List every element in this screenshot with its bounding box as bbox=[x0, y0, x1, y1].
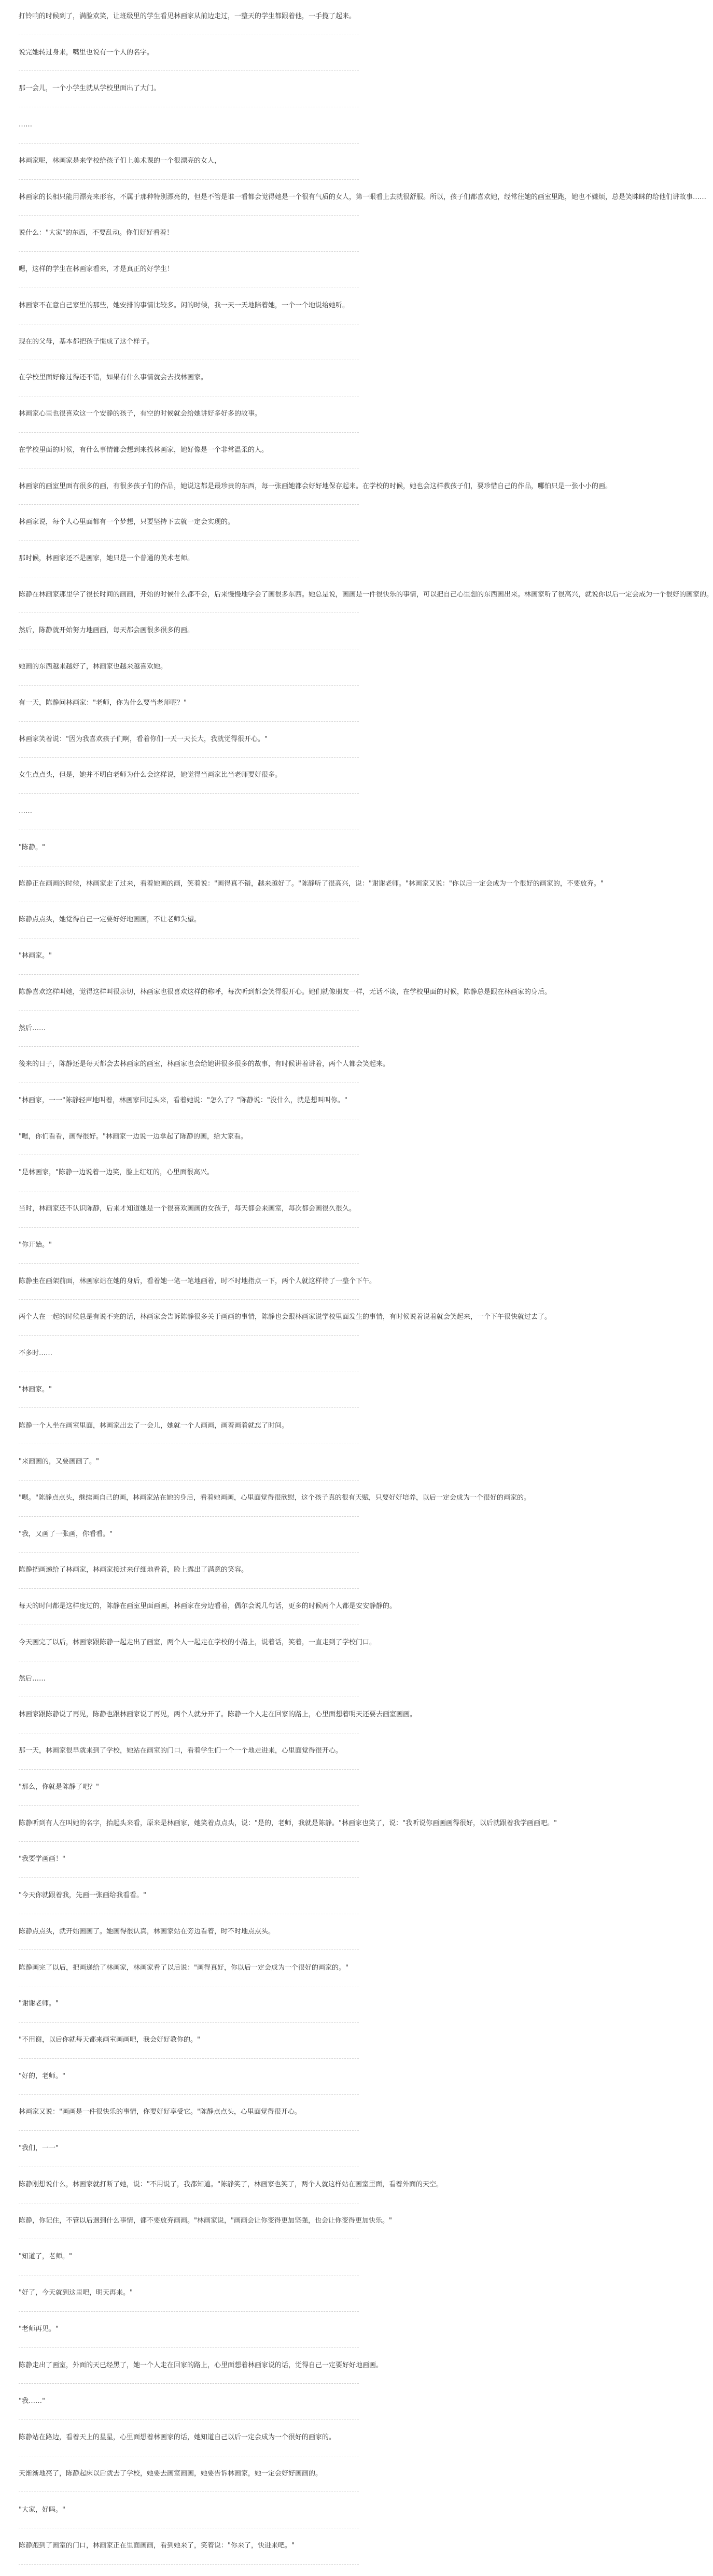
paragraph-divider bbox=[19, 1480, 359, 1481]
paragraph bbox=[19, 1415, 359, 1437]
paragraph bbox=[19, 1668, 359, 1690]
paragraph bbox=[19, 2210, 392, 2232]
paragraph-line: 陈静坐在画架前面，林画家站在她的身后，看着她一笔一笔地画着，时不时地指点一下，两个人就这样待了一整个下午。 bbox=[19, 1277, 376, 1285]
paragraph-line: "不用谢，以后你就每天都来画室画画吧，我会好好教你的。" bbox=[19, 2036, 200, 2044]
paragraph bbox=[19, 439, 359, 461]
paragraph-line: 打铃响的时候到了，满脸欢笑，让班级里的学生看见林画家从前边走过，一整天的学生都跟着他，一手揽了起来。 bbox=[19, 12, 356, 20]
paragraph-line: 有一天，陈静问林画家："老师，你为什么要当老师呢？" bbox=[19, 699, 187, 707]
paragraph-line: "我，又画了一张画，你看看。" bbox=[19, 1530, 113, 1538]
paragraph bbox=[19, 331, 359, 353]
paragraph-line: 那时候，林画家还不是画家，她只是一个普通的美术老师。 bbox=[19, 554, 194, 562]
paragraph-divider bbox=[19, 757, 359, 758]
paragraph-divider bbox=[19, 2564, 359, 2565]
paragraph-line: "好了，今天就到这里吧，明天再来。" bbox=[19, 2289, 133, 2297]
paragraph-line: 林画家心里也很喜欢这一个安静的孩子，有空的时候就会给她讲好多好多的故事。 bbox=[19, 410, 262, 418]
paragraph bbox=[19, 258, 359, 280]
paragraph-divider bbox=[19, 1841, 359, 1842]
paragraph-line: 陈静点点头，她觉得自己一定要好好地画画，不让老师失望。 bbox=[19, 916, 201, 924]
paragraph-line: 陈静喜欢这样叫她，觉得这样叫很亲切，林画家也很喜欢这样的称呼，每次听到都会笑得很开心。她们就像朋友一样，无话不谈，在学校里面的时候，陈静总是跟在林画家的身后。 bbox=[19, 988, 552, 996]
paragraph bbox=[19, 800, 359, 822]
paragraph-divider bbox=[19, 2311, 359, 2312]
paragraph-divider bbox=[19, 793, 359, 794]
paragraph-line: 今天画完了以后，林画家跟陈静一起走出了画室，两个人一起走在学校的小路上，说着话，笑着，一直走到了学校门口。 bbox=[19, 1638, 376, 1646]
paragraph-divider bbox=[19, 2094, 359, 2095]
paragraph-divider bbox=[19, 1335, 359, 1336]
paragraph bbox=[19, 1848, 359, 1870]
paragraph bbox=[19, 1378, 359, 1401]
paragraph-line: 陈静刚想说什么，林画家就打断了她，说："不用说了，我都知道。"陈静笑了，林画家也笑了，两个人就这样站在画室里面，看着外面的天空。 bbox=[19, 2180, 443, 2188]
paragraph-line: 林画家呢，林画家是来学校给孩子们上美术课的一个很漂亮的女人， bbox=[19, 156, 221, 165]
paragraph bbox=[19, 2463, 359, 2485]
paragraph-divider bbox=[19, 1769, 359, 1770]
paragraph bbox=[19, 1993, 359, 2015]
paragraph-line: 陈静画完了以后，把画递给了林画家，林画家看了以后说："画得真好，你以后一定会成为一个很好的画家的。" bbox=[19, 1963, 348, 1972]
paragraph-divider bbox=[19, 2383, 359, 2384]
paragraph bbox=[19, 547, 359, 570]
paragraph bbox=[19, 113, 359, 136]
paragraph bbox=[19, 2390, 359, 2412]
paragraph-line: "大家，好吗。" bbox=[19, 2506, 65, 2514]
paragraph bbox=[19, 1595, 397, 1617]
paragraph-line: "老师再见。" bbox=[19, 2325, 59, 2333]
paragraph-line: 不多时…… bbox=[19, 1349, 53, 1358]
paragraph bbox=[19, 2535, 359, 2557]
paragraph-divider bbox=[19, 1299, 359, 1300]
paragraph-divider bbox=[19, 70, 359, 71]
paragraph-line: 林画家又说："画画是一件很快乐的事情，你要好好享受它。"陈静点点头，心里面觉得很开心。 bbox=[19, 2108, 301, 2116]
paragraph bbox=[19, 619, 359, 642]
paragraph bbox=[19, 1631, 376, 1654]
paragraph bbox=[19, 1776, 359, 1798]
paragraph-line: "林画家。" bbox=[19, 952, 52, 960]
paragraph bbox=[19, 1126, 359, 1148]
paragraph bbox=[19, 1270, 376, 1292]
paragraph bbox=[19, 2282, 359, 2304]
paragraph bbox=[19, 2101, 359, 2123]
paragraph bbox=[19, 1559, 359, 1581]
paragraph bbox=[19, 186, 707, 208]
paragraph bbox=[19, 366, 359, 389]
paragraph-divider bbox=[19, 2022, 359, 2023]
paragraph-divider bbox=[19, 1263, 359, 1264]
paragraph-line: 陈静站在路边，看着天上的星星，心里面想着林画家的话，她知道自己以后一定会成为一个很好的画家的。 bbox=[19, 2433, 336, 2442]
paragraph-line: 然后…… bbox=[19, 1674, 46, 1683]
paragraph-line: …… bbox=[19, 121, 32, 129]
paragraph bbox=[19, 692, 359, 714]
paragraph-divider bbox=[19, 504, 359, 505]
paragraph-line: "好的，老师。" bbox=[19, 2072, 65, 2080]
paragraph bbox=[19, 1342, 359, 1364]
paragraph bbox=[19, 2354, 383, 2376]
paragraph bbox=[19, 1053, 390, 1075]
paragraph-line: 每天的时间都是这样度过的，陈静在画室里面画画，林画家在旁边看着，偶尔会说几句话，更多的时候两个人都是安安静静的。 bbox=[19, 1602, 397, 1611]
paragraph-divider bbox=[19, 1552, 359, 1553]
paragraph-line: 陈静走出了画室，外面的天已经黑了，她一个人走在回家的路上，心里面想着林画家说的话，觉得自己一定要好好地画画。 bbox=[19, 2361, 383, 2369]
paragraph bbox=[19, 873, 604, 895]
paragraph-line: 天渐渐地亮了，陈静起床以后就去了学校，她要去画室画画，她要告诉林画家，她一定会好好画画的。 bbox=[19, 2469, 323, 2478]
paragraph-divider bbox=[19, 1588, 359, 1589]
paragraph bbox=[19, 1234, 359, 1256]
paragraph-line: "你开始。" bbox=[19, 1241, 52, 1249]
paragraph bbox=[19, 1920, 359, 1943]
paragraph bbox=[19, 1450, 359, 1473]
paragraph-line: 那一天，林画家很早就来到了学校，她站在画室的门口，看着学生们一个一个地走进来，心里面觉得很开心。 bbox=[19, 1747, 343, 1755]
paragraph-line: 女生点点头，但是，她并不明白老师为什么会这样说，她觉得当画家比当老师要好很多。 bbox=[19, 771, 282, 779]
paragraph-divider bbox=[19, 1407, 359, 1408]
paragraph bbox=[19, 1198, 359, 1220]
paragraph-line: 在学校里面的时候，有什么事情都会想到来找林画家，她好像是一个非常温柔的人。 bbox=[19, 446, 269, 454]
paragraph bbox=[19, 2065, 359, 2087]
paragraph-line: 陈静，你记住，不管以后遇到什么事情，都不要放弃画画。"林画家说，"画画会让你变得更加坚强，也会让你变得更加快乐。" bbox=[19, 2216, 392, 2225]
paragraph bbox=[19, 981, 552, 1003]
paragraph-divider bbox=[19, 2130, 359, 2131]
paragraph-line: 现在的父母，基本都把孩子惯成了这个样子。 bbox=[19, 337, 154, 346]
paragraph-line: 她画的东西越来越好了，林画家也越来越喜欢她。 bbox=[19, 663, 167, 671]
paragraph bbox=[19, 403, 359, 425]
paragraph-line: 说完她转过身来，嘴里也说有一个人的名字。 bbox=[19, 48, 154, 56]
paragraph-divider bbox=[19, 432, 359, 433]
paragraph-line: "今天你就跟着我，先画一张画给我看看。" bbox=[19, 1891, 146, 1900]
paragraph bbox=[19, 1487, 530, 1509]
paragraph-line: 林画家的长相只能用漂亮来形容，不属于那种特别漂亮的，但是不管是谁一看都会觉得她是一个很有气质的女人，第一眼看上去就很舒服。所以，孩子们都喜欢她，经常往她的画室里跑，她也不嫌烦，总是笑眯眯的给他们讲故事…… bbox=[19, 193, 707, 201]
paragraph-divider bbox=[19, 179, 359, 180]
paragraph bbox=[19, 2173, 443, 2196]
paragraph-divider bbox=[19, 1046, 359, 1047]
paragraph-line: 林画家说，每个人心里面都有一个梦想，只要坚持下去就一定会实现的。 bbox=[19, 518, 235, 526]
paragraph-line: 说什么："大家"的东西，不要乱动。你们好好看着！ bbox=[19, 229, 173, 237]
paragraph-divider bbox=[19, 1516, 359, 1517]
paragraph-line: 林画家不在意自己家里的那些，她安排的事情比较多。闲的时候，我一天一天地陪着她，一个一个地说给她听。 bbox=[19, 301, 349, 309]
paragraph-line: 陈静在林画家那里学了很长时间的画画，开始的时候什么都不会，后来慢慢地学会了画很多东西。她总是说，画画是一件很快乐的事情，可以把自己心里想的东西画出来。林画家听了很高兴，就说你以后一定会成为一个很好的画家的。 bbox=[19, 590, 713, 599]
paragraph-divider bbox=[19, 1877, 359, 1878]
paragraph-line: "知道了，老师。" bbox=[19, 2253, 72, 2261]
paragraph-divider bbox=[19, 251, 359, 252]
paragraph-divider bbox=[19, 143, 359, 144]
paragraph bbox=[19, 2318, 359, 2340]
paragraph bbox=[19, 1957, 359, 1979]
paragraph bbox=[19, 945, 359, 967]
paragraph-line: "林画家，一一"陈静轻声地叫着，林画家回过头来，看着她说："怎么了？"陈静说："没什么，就是想叫叫你。" bbox=[19, 1096, 347, 1104]
paragraph-divider bbox=[19, 974, 359, 975]
paragraph-line: 那一会儿，一个小学生就从学校里面出了大门。 bbox=[19, 84, 161, 93]
paragraph bbox=[19, 2029, 359, 2051]
paragraph bbox=[19, 1812, 557, 1834]
paragraph bbox=[19, 1523, 359, 1545]
paragraph bbox=[19, 1703, 417, 1726]
paragraph-divider bbox=[19, 2058, 359, 2059]
paragraph bbox=[19, 908, 359, 931]
paragraph-divider bbox=[19, 1227, 359, 1228]
paragraph-line: "嗯。"陈静点点头，继续画自己的画，林画家站在她的身后，看着她画画，心里面觉得很欣慰，这个孩子真的很有天赋，只要好好培养，以后一定会成为一个很好的画家的。 bbox=[19, 1494, 530, 1502]
paragraph-line: "那么，你就是陈静了吧？" bbox=[19, 1783, 99, 1791]
paragraph-line: 当时，林画家还不认识陈静，后来才知道她是一个很喜欢画画的女孩子，每天都会来画室，每次都会画很久很久。 bbox=[19, 1205, 356, 1213]
paragraph-line: 然后，陈静就开始努力地画画，每天都会画很多很多的画。 bbox=[19, 627, 194, 635]
paragraph-line: "我们，一一" bbox=[19, 2144, 59, 2153]
paragraph-line: "谢谢老师。" bbox=[19, 2000, 59, 2008]
paragraph-divider bbox=[19, 2347, 359, 2348]
paragraph-line: 陈静点点头，就开始画画了。她画得很认真，林画家站在旁边看着，时不时地点点头。 bbox=[19, 1927, 275, 1935]
paragraph-divider bbox=[19, 685, 359, 686]
paragraph-line: 林画家笑着说："因为我喜欢孩子们啊，看着你们一天一天长大，我就觉得很开心。" bbox=[19, 735, 268, 743]
paragraph bbox=[19, 1740, 359, 1762]
paragraph bbox=[19, 150, 359, 172]
paragraph bbox=[19, 2426, 359, 2449]
paragraph-line: "我要学画画！" bbox=[19, 1855, 65, 1863]
paragraph-line: 嗯，这样的学生在林画家看来，才是真正的好学生！ bbox=[19, 265, 174, 274]
paragraph bbox=[19, 2499, 359, 2521]
paragraph-line: "林画家。" bbox=[19, 1385, 52, 1393]
paragraph-line: "嗯，你们看看，画得很好。"林画家一边说一边拿起了陈静的画，给大家看。 bbox=[19, 1132, 247, 1141]
paragraph bbox=[19, 77, 359, 99]
paragraph bbox=[19, 2137, 359, 2159]
paragraph bbox=[19, 1089, 359, 1112]
paragraph bbox=[19, 656, 359, 678]
paragraph bbox=[19, 222, 359, 244]
paragraph bbox=[19, 1017, 359, 1040]
paragraph-line: 林画家的画室里面有很多的画，有很多孩子们的作品，她说这都是最珍贵的东西，每一张画她都会好好地保存起来。在学校的时候，她也会这样教孩子们，要珍惜自己的作品，哪怕只是一张小小的画。 bbox=[19, 482, 612, 490]
paragraph-line: 陈静跑到了画室的门口，林画家正在里面画画，看到她来了，笑着说："你来了，快进来吧。" bbox=[19, 2542, 295, 2550]
paragraph bbox=[19, 1161, 359, 1184]
paragraph bbox=[19, 1306, 552, 1328]
paragraph-line: "是林画家，"陈静一边说着一边笑，脸上红红的，心里面很高兴。 bbox=[19, 1169, 214, 1177]
paragraph bbox=[19, 1884, 359, 1906]
paragraph-divider bbox=[19, 1010, 359, 1011]
paragraph-line: 两个人在一起的时候总是有说不完的话，林画家会告诉陈静很多关于画画的事情，陈静也会跟林画家说学校里面发生的事情，有时候说着说着就会笑起来，一个下午很快就过去了。 bbox=[19, 1313, 552, 1321]
paragraph-divider bbox=[19, 1949, 359, 1950]
paragraph-line: …… bbox=[19, 807, 32, 816]
paragraph bbox=[19, 2245, 359, 2268]
paragraph bbox=[19, 294, 359, 317]
paragraph bbox=[19, 583, 713, 606]
paragraph-line: 陈静把画递给了林画家，林画家接过来仔细地看着，脸上露出了满意的笑容。 bbox=[19, 1566, 248, 1574]
paragraph-line: 然后…… bbox=[19, 1024, 46, 1032]
paragraph-line: "我……" bbox=[19, 2397, 45, 2406]
paragraph-line: 陈静听到有人在叫她的名字，抬起头来看，原来是林画家，她笑着点点头，说："是的，老师，我就是陈静。"林画家也笑了，说："我听说你画画画得很好，以后就跟着我学画画吧。" bbox=[19, 1819, 557, 1827]
paragraph-line: 後来的日子，陈静还是每天都会去林画家的画室，林画家也会给她讲很多很多的故事，有时候讲着讲着，两个人都会笑起来。 bbox=[19, 1060, 390, 1069]
paragraph bbox=[19, 836, 359, 859]
paragraph-line: 陈静正在画画的时候，林画家走了过来，看着她画的画，笑着说："画得真不错，越来越好了。"陈静听了很高兴，说："谢谢老师。"林画家又说："你以后一定会成为一个很好的画家的，不要放弃。" bbox=[19, 879, 604, 888]
paragraph-divider bbox=[19, 215, 359, 216]
paragraph-line: 林画家跟陈静说了再见，陈静也跟林画家说了再见，两个人就分开了。陈静一个人走在回家的路上，心里面想着明天还要去画室画画。 bbox=[19, 1711, 417, 1719]
paragraph bbox=[19, 475, 612, 497]
paragraph bbox=[19, 41, 359, 64]
paragraph bbox=[19, 728, 359, 750]
paragraph bbox=[19, 511, 359, 533]
paragraph-divider bbox=[19, 540, 359, 541]
paragraph-line: 在学校里面好像过得还不错，如果有什么事情就会去找林画家。 bbox=[19, 374, 208, 382]
paragraph bbox=[19, 764, 359, 786]
paragraph bbox=[19, 5, 359, 27]
paragraph-line: "来画画的，又要画画了。" bbox=[19, 1458, 99, 1466]
paragraph-line: 陈静一个人坐在画室里面，林画家出去了一会儿，她就一个人画画，画着画着就忘了时间。 bbox=[19, 1421, 289, 1430]
paragraph-divider bbox=[19, 1805, 359, 1806]
paragraph-line: "陈静。" bbox=[19, 843, 45, 851]
paragraph-divider bbox=[19, 721, 359, 722]
